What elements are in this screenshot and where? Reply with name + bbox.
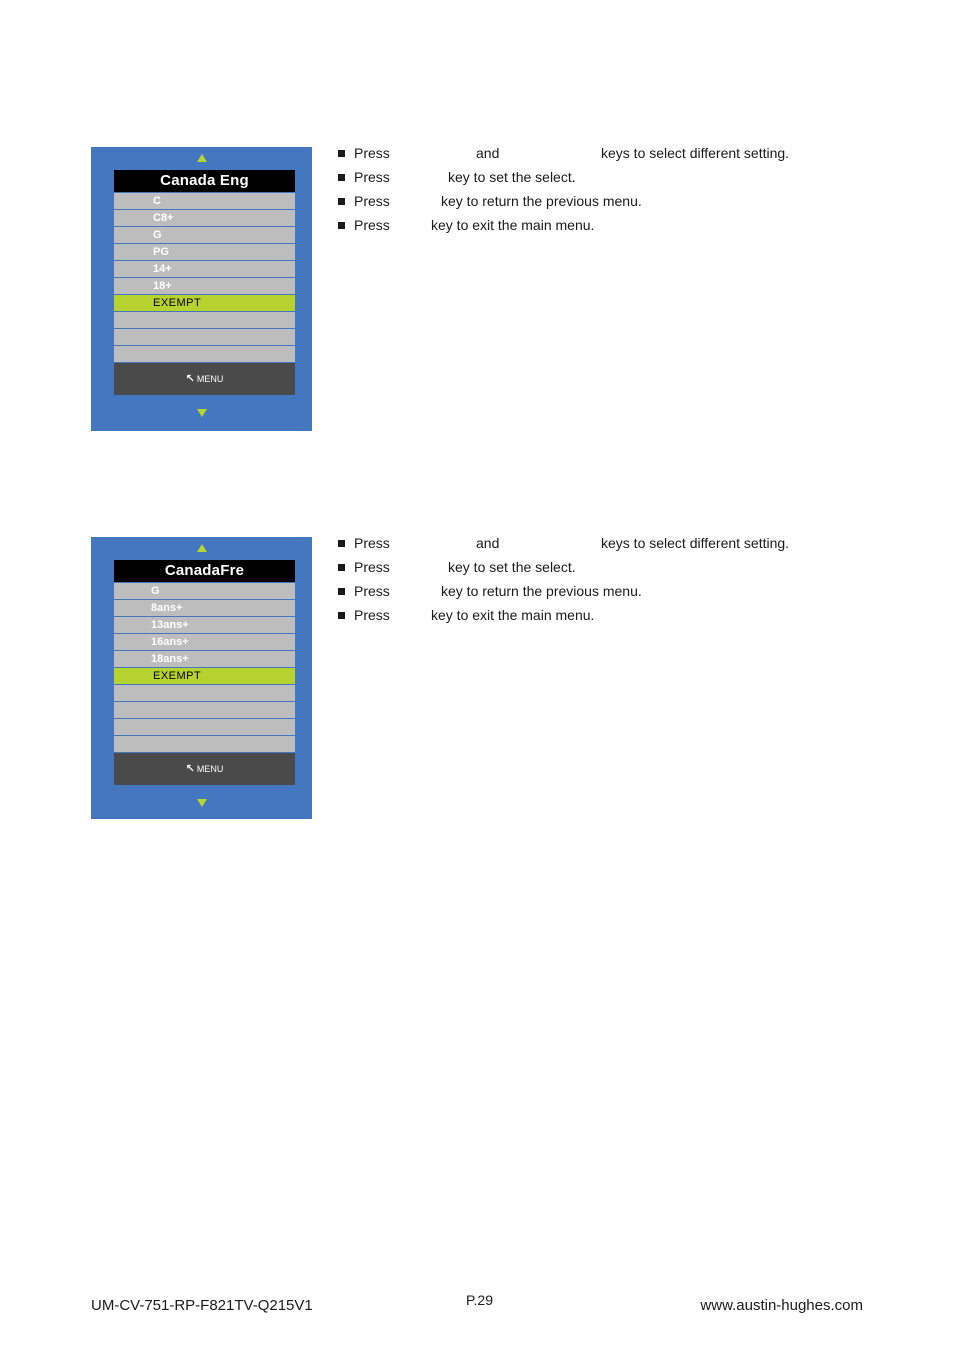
menu-item[interactable]: G bbox=[114, 227, 295, 243]
return-arrow-icon: ↖ bbox=[185, 763, 195, 775]
instruction-text: key to return the previous menu. bbox=[441, 193, 642, 209]
instruction-line bbox=[338, 170, 858, 194]
bullet-square-icon bbox=[338, 150, 345, 157]
bullet-square-icon bbox=[338, 174, 345, 181]
bullet-square-icon bbox=[338, 564, 345, 571]
menu-item-empty bbox=[114, 702, 295, 718]
menu-item-selected[interactable]: EXEMPT bbox=[114, 668, 295, 684]
instruction-text: keys to select different setting. bbox=[601, 145, 790, 161]
bullet-square-icon bbox=[338, 198, 345, 205]
instruction-press: Press bbox=[354, 193, 390, 209]
up-arrow-icon[interactable] bbox=[197, 544, 207, 552]
menu-item[interactable]: 18+ bbox=[114, 278, 295, 294]
osd-screen-canada-fre bbox=[91, 537, 312, 819]
menu-item[interactable]: 8ans+ bbox=[114, 600, 295, 616]
instruction-and: and bbox=[476, 145, 500, 161]
bullet-square-icon bbox=[338, 612, 345, 619]
instructions-section-1 bbox=[338, 146, 858, 242]
page-number: P.29 bbox=[466, 1292, 493, 1308]
rating-menu-panel bbox=[114, 560, 295, 785]
bullet-square-icon bbox=[338, 222, 345, 229]
menu-item-empty bbox=[114, 312, 295, 328]
menu-item-empty bbox=[114, 329, 295, 345]
instruction-and: and bbox=[476, 535, 500, 551]
instruction-text: key to exit the main menu. bbox=[431, 607, 595, 623]
down-arrow-icon[interactable] bbox=[197, 409, 207, 417]
instruction-line bbox=[338, 536, 858, 560]
instruction-text: keys to select different setting. bbox=[601, 535, 790, 551]
instruction-line bbox=[338, 146, 858, 170]
bullet-square-icon bbox=[338, 588, 345, 595]
menu-item[interactable]: G bbox=[114, 583, 295, 599]
instruction-text: key to set the select. bbox=[448, 169, 576, 185]
menu-item[interactable]: C bbox=[114, 193, 295, 209]
menu-footer-label: MENU bbox=[196, 374, 224, 384]
instruction-text: key to set the select. bbox=[448, 559, 576, 575]
menu-item[interactable]: 13ans+ bbox=[114, 617, 295, 633]
menu-item-empty bbox=[114, 736, 295, 752]
instruction-line bbox=[338, 560, 858, 584]
doc-code: UM-CV-751-RP-F821TV-Q215V1 bbox=[91, 1297, 313, 1314]
instruction-text: key to exit the main menu. bbox=[431, 217, 595, 233]
return-arrow-icon: ↖ bbox=[185, 373, 195, 385]
instruction-press: Press bbox=[354, 607, 390, 623]
instruction-line bbox=[338, 584, 858, 608]
menu-item[interactable]: PG bbox=[114, 244, 295, 260]
up-arrow-icon[interactable] bbox=[197, 154, 207, 162]
menu-title: CanadaFre bbox=[114, 560, 295, 582]
rating-menu-panel bbox=[114, 170, 295, 395]
menu-footer[interactable] bbox=[114, 753, 295, 785]
menu-title: Canada Eng bbox=[114, 170, 295, 192]
menu-item-empty bbox=[114, 685, 295, 701]
menu-item-empty bbox=[114, 719, 295, 735]
down-arrow-icon[interactable] bbox=[197, 799, 207, 807]
instruction-press: Press bbox=[354, 559, 390, 575]
menu-footer-label: MENU bbox=[196, 764, 224, 774]
instruction-press: Press bbox=[354, 145, 390, 161]
menu-item[interactable]: 16ans+ bbox=[114, 634, 295, 650]
menu-item-selected[interactable]: EXEMPT bbox=[114, 295, 295, 311]
instructions-section-2 bbox=[338, 536, 858, 632]
menu-item[interactable]: C8+ bbox=[114, 210, 295, 226]
instruction-line bbox=[338, 194, 858, 218]
menu-item[interactable]: 14+ bbox=[114, 261, 295, 277]
osd-screen-canada-eng bbox=[91, 147, 312, 431]
instruction-line bbox=[338, 218, 858, 242]
instruction-text: key to return the previous menu. bbox=[441, 583, 642, 599]
instruction-press: Press bbox=[354, 217, 390, 233]
instruction-line bbox=[338, 608, 858, 632]
website-link[interactable]: www.austin-hughes.com bbox=[700, 1297, 863, 1314]
instruction-press: Press bbox=[354, 583, 390, 599]
bullet-square-icon bbox=[338, 540, 345, 547]
instruction-press: Press bbox=[354, 535, 390, 551]
menu-footer[interactable] bbox=[114, 363, 295, 395]
instruction-press: Press bbox=[354, 169, 390, 185]
menu-item[interactable]: 18ans+ bbox=[114, 651, 295, 667]
menu-item-empty bbox=[114, 346, 295, 362]
